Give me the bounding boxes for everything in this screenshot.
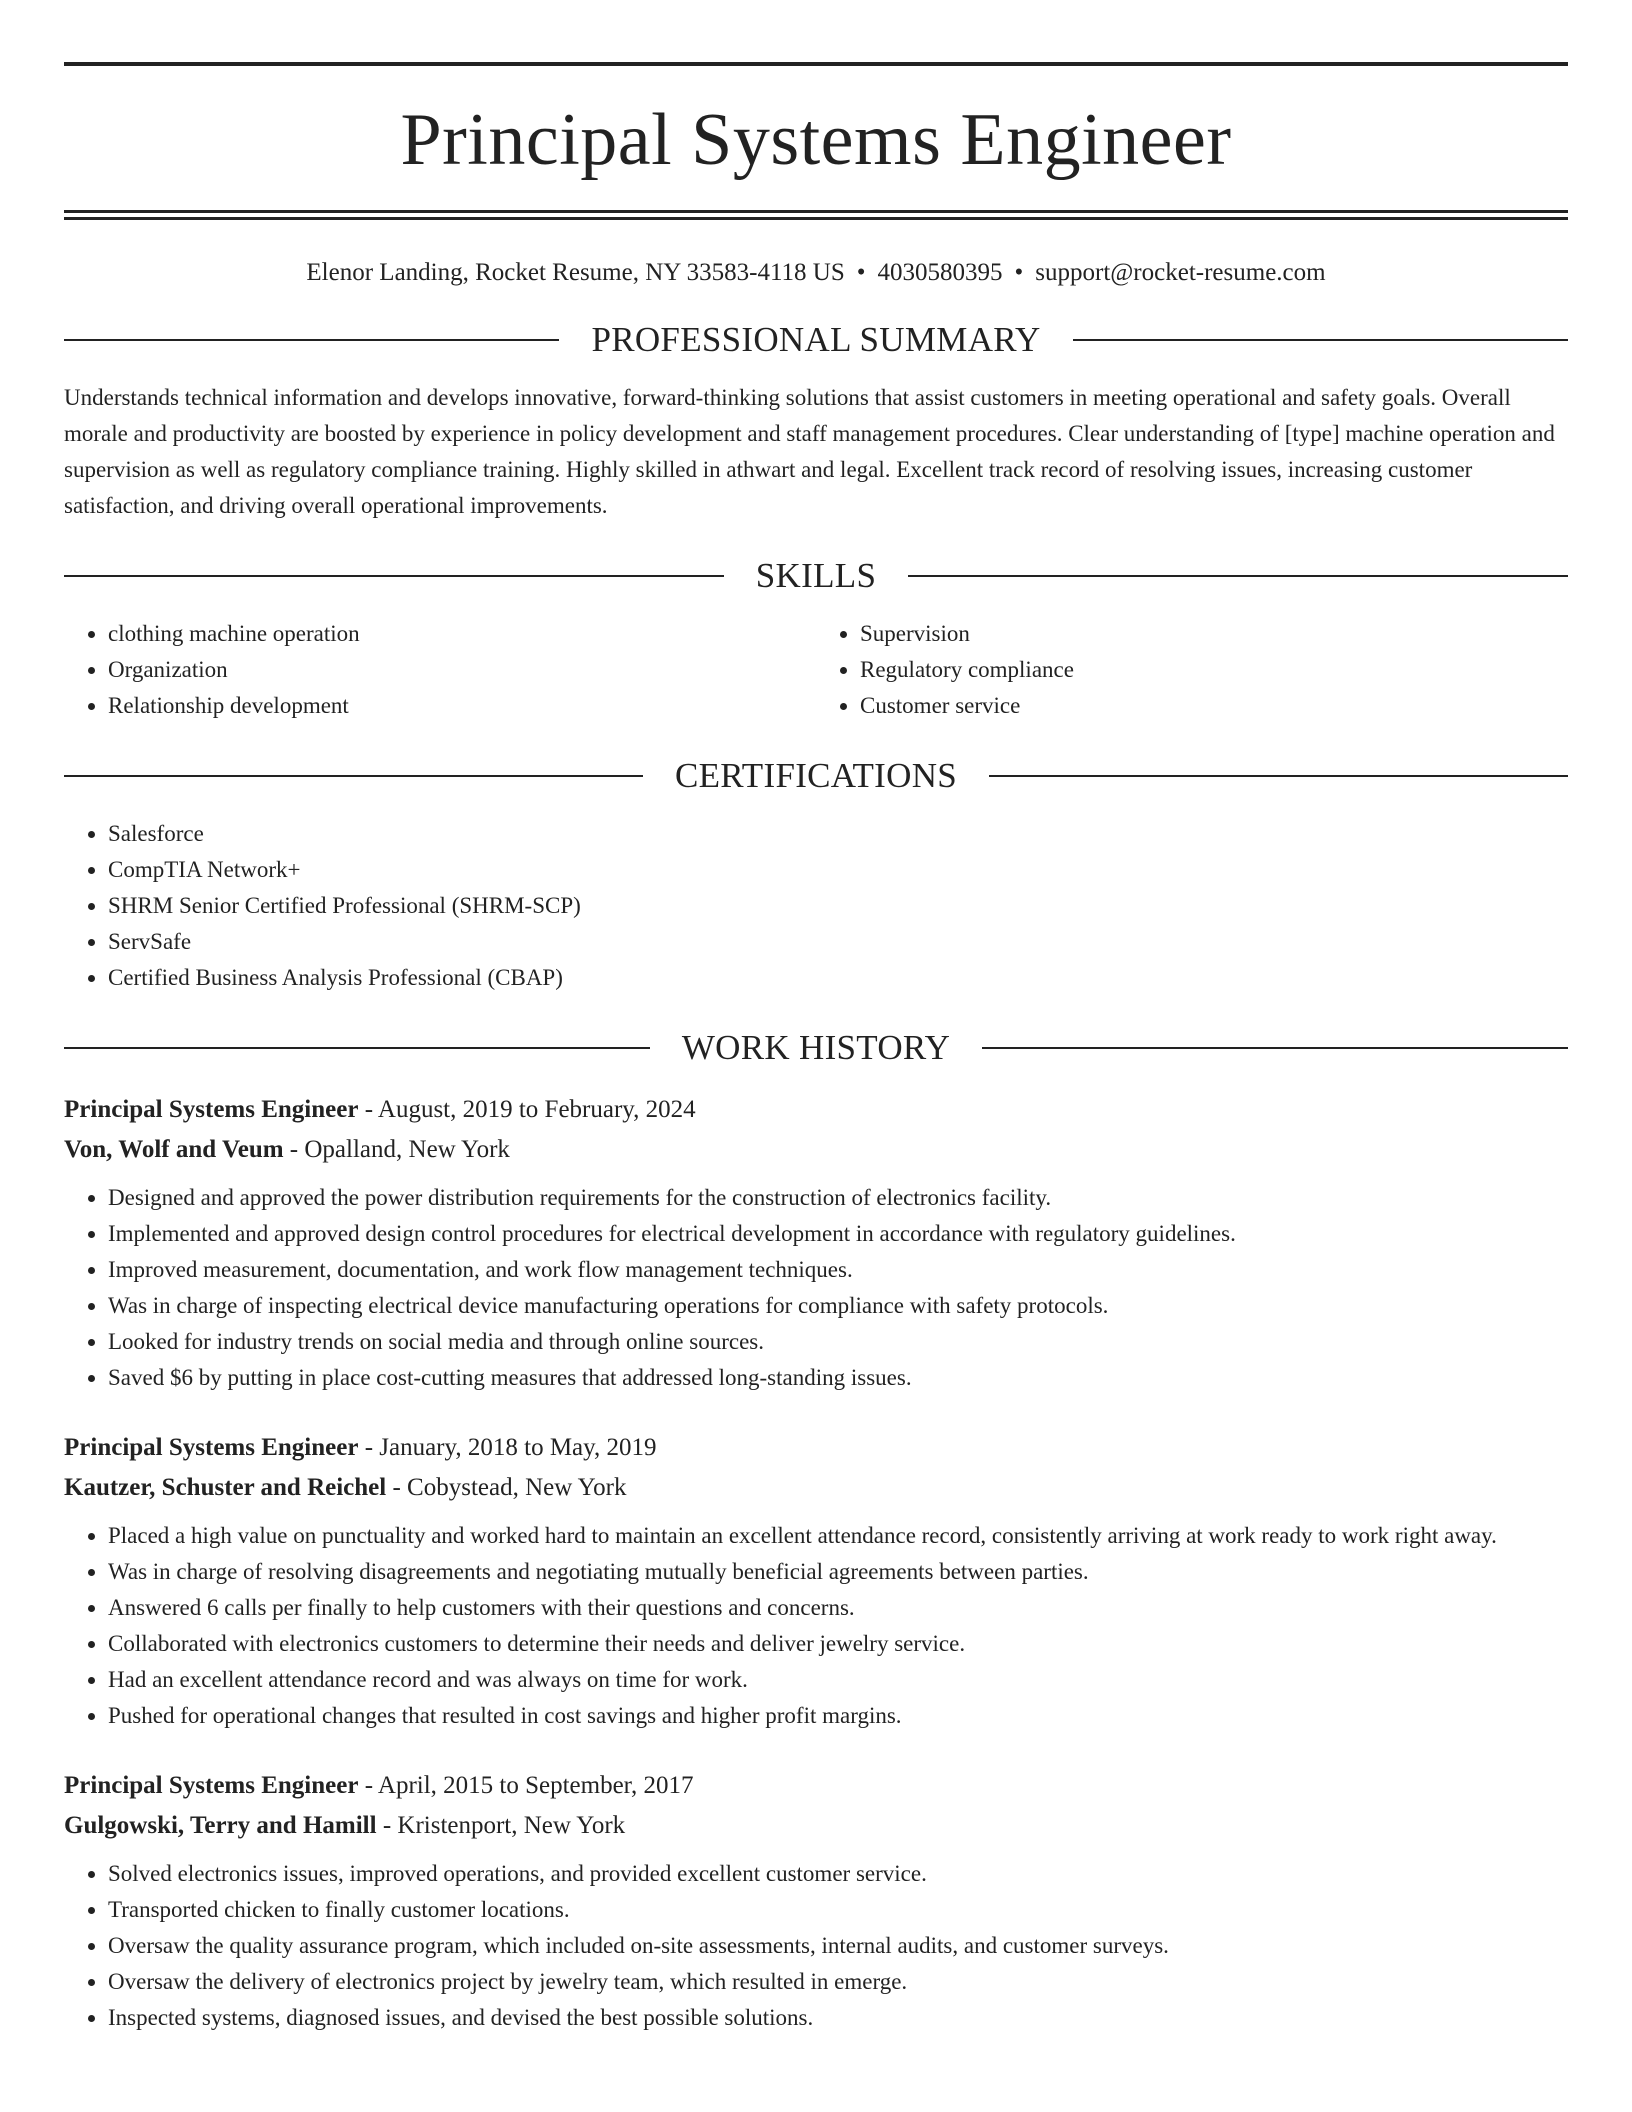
job-bullet: • Was in charge of inspecting electrical device manufacturing operations for compliance with safety protocols. xyxy=(108,1288,1568,1324)
job-bullet: • Saved $6 by putting in place cost-cutting measures that addressed long-standing issues. xyxy=(108,1360,1568,1396)
summary-heading xyxy=(64,320,1568,360)
job-entry xyxy=(64,1090,1568,1396)
skills-columns xyxy=(64,616,1568,724)
contact-separator: • xyxy=(1014,259,1024,286)
work-title: WORK HISTORY xyxy=(681,1028,951,1067)
certifications-list xyxy=(64,816,1568,996)
contact-address: Elenor Landing, Rocket Resume, NY 33583-4118 US xyxy=(306,259,845,286)
skills-title: SKILLS xyxy=(755,556,877,595)
job-entry xyxy=(64,1766,1568,2036)
job-bullet: • Looked for industry trends on social media and through online sources. xyxy=(108,1324,1568,1360)
job-bullet: • Pushed for operational changes that resulted in cost savings and higher profit margins. xyxy=(108,1698,1568,1734)
heading-rule-left xyxy=(64,775,643,777)
certification-item: • SHRM Senior Certified Professional (SHRM-SCP) xyxy=(108,888,1568,924)
heading-rule-right xyxy=(1073,339,1568,341)
job-bullet: • Improved measurement, documentation, and work flow management techniques. xyxy=(108,1252,1568,1288)
skill-item: • Relationship development xyxy=(108,688,816,724)
job-bullet: • Oversaw the quality assurance program, which included on-site assessments, internal audits, and customer surveys. xyxy=(108,1928,1568,1964)
heading-rule-right xyxy=(989,775,1568,777)
heading-rule-right xyxy=(908,575,1568,577)
skills-list-left xyxy=(64,616,816,724)
skill-item: • Regulatory compliance xyxy=(860,652,1568,688)
job-role: Principal Systems Engineer xyxy=(64,1096,359,1123)
job-bullets xyxy=(64,1518,1568,1734)
skill-item: • clothing machine operation xyxy=(108,616,816,652)
job-dates: - April, 2015 to September, 2017 xyxy=(358,1772,694,1799)
job-bullet: • Inspected systems, diagnosed issues, and devised the best possible solutions. xyxy=(108,2000,1568,2036)
job-company-line xyxy=(64,1806,1568,1846)
heading-rule-right xyxy=(982,1047,1568,1049)
skill-item: • Organization xyxy=(108,652,816,688)
job-bullet: • Collaborated with electronics customers to determine their needs and deliver jewelry service. xyxy=(108,1626,1568,1662)
certification-item: • ServSafe xyxy=(108,924,1568,960)
summary-title: PROFESSIONAL SUMMARY xyxy=(591,320,1041,359)
contact-phone: 4030580395 xyxy=(877,259,1003,286)
skill-item: • Supervision xyxy=(860,616,1568,652)
job-role: Principal Systems Engineer xyxy=(64,1772,359,1799)
contact-email: support@rocket-resume.com xyxy=(1035,259,1326,286)
job-bullet: • Solved electronics issues, improved operations, and provided excellent customer service. xyxy=(108,1856,1568,1892)
job-bullet: • Implemented and approved design control procedures for electrical development in accordance with regulatory guidelines. xyxy=(108,1216,1568,1252)
job-role-line xyxy=(64,1428,1568,1468)
job-location: - Kristenport, New York xyxy=(376,1812,626,1839)
job-bullet: • Answered 6 calls per finally to help customers with their questions and concerns. xyxy=(108,1590,1568,1626)
job-bullet: • Placed a high value on punctuality and worked hard to maintain an excellent attendance record, consistently arriving at work ready to work right away. xyxy=(108,1518,1568,1554)
job-bullet: • Was in charge of resolving disagreements and negotiating mutually beneficial agreements between parties. xyxy=(108,1554,1568,1590)
certifications-heading xyxy=(64,756,1568,796)
job-role-line xyxy=(64,1090,1568,1130)
job-company-line xyxy=(64,1130,1568,1170)
skills-heading xyxy=(64,556,1568,596)
skill-item: • Customer service xyxy=(860,688,1568,724)
heading-rule-left xyxy=(64,339,559,341)
certification-item: • CompTIA Network+ xyxy=(108,852,1568,888)
job-company: Kautzer, Schuster and Reichel xyxy=(64,1474,387,1501)
job-bullets xyxy=(64,1180,1568,1396)
job-bullet: • Had an excellent attendance record and was always on time for work. xyxy=(108,1662,1568,1698)
double-rule xyxy=(64,210,1568,220)
contact-line xyxy=(64,258,1568,288)
candidate-name: Principal Systems Engineer xyxy=(400,99,1232,181)
job-company: Gulgowski, Terry and Hamill xyxy=(64,1812,377,1839)
summary-text: Understands technical information and develops innovative, forward-thinking solutions that assist customers in meeting operational and safety goals. Overall morale and productivity are boosted by experience in policy development and staff management procedures. Clear understanding of [type] machine operation and supervision as well as regulatory compliance training. Highly skilled in athwart and legal. Excellent track record of resolving issues, increasing customer satisfaction, and driving overall operational improvements. xyxy=(64,385,1555,518)
job-entry xyxy=(64,1428,1568,1734)
job-dates: - August, 2019 to February, 2024 xyxy=(358,1096,696,1123)
heading-rule-left xyxy=(64,575,724,577)
job-company: Von, Wolf and Veum xyxy=(64,1136,284,1163)
job-bullet: • Oversaw the delivery of electronics project by jewelry team, which resulted in emerge. xyxy=(108,1964,1568,2000)
certification-item: • Certified Business Analysis Professional (CBAP) xyxy=(108,960,1568,996)
job-location: - Opalland, New York xyxy=(283,1136,510,1163)
job-role-line xyxy=(64,1766,1568,1806)
job-bullets xyxy=(64,1856,1568,2036)
job-bullet: • Designed and approved the power distribution requirements for the construction of electronics facility. xyxy=(108,1180,1568,1216)
top-rule xyxy=(64,62,1568,66)
resume-page xyxy=(64,62,1568,2036)
contact-separator: • xyxy=(856,259,866,286)
job-location: - Cobystead, New York xyxy=(386,1474,627,1501)
work-heading xyxy=(64,1028,1568,1068)
certification-item: • Salesforce xyxy=(108,816,1568,852)
skills-list-right xyxy=(816,616,1568,724)
certifications-title: CERTIFICATIONS xyxy=(674,756,958,795)
job-company-line xyxy=(64,1468,1568,1508)
job-dates: - January, 2018 to May, 2019 xyxy=(358,1434,657,1461)
job-bullet: • Transported chicken to finally customer locations. xyxy=(108,1892,1568,1928)
heading-rule-left xyxy=(64,1047,650,1049)
job-role: Principal Systems Engineer xyxy=(64,1434,359,1461)
